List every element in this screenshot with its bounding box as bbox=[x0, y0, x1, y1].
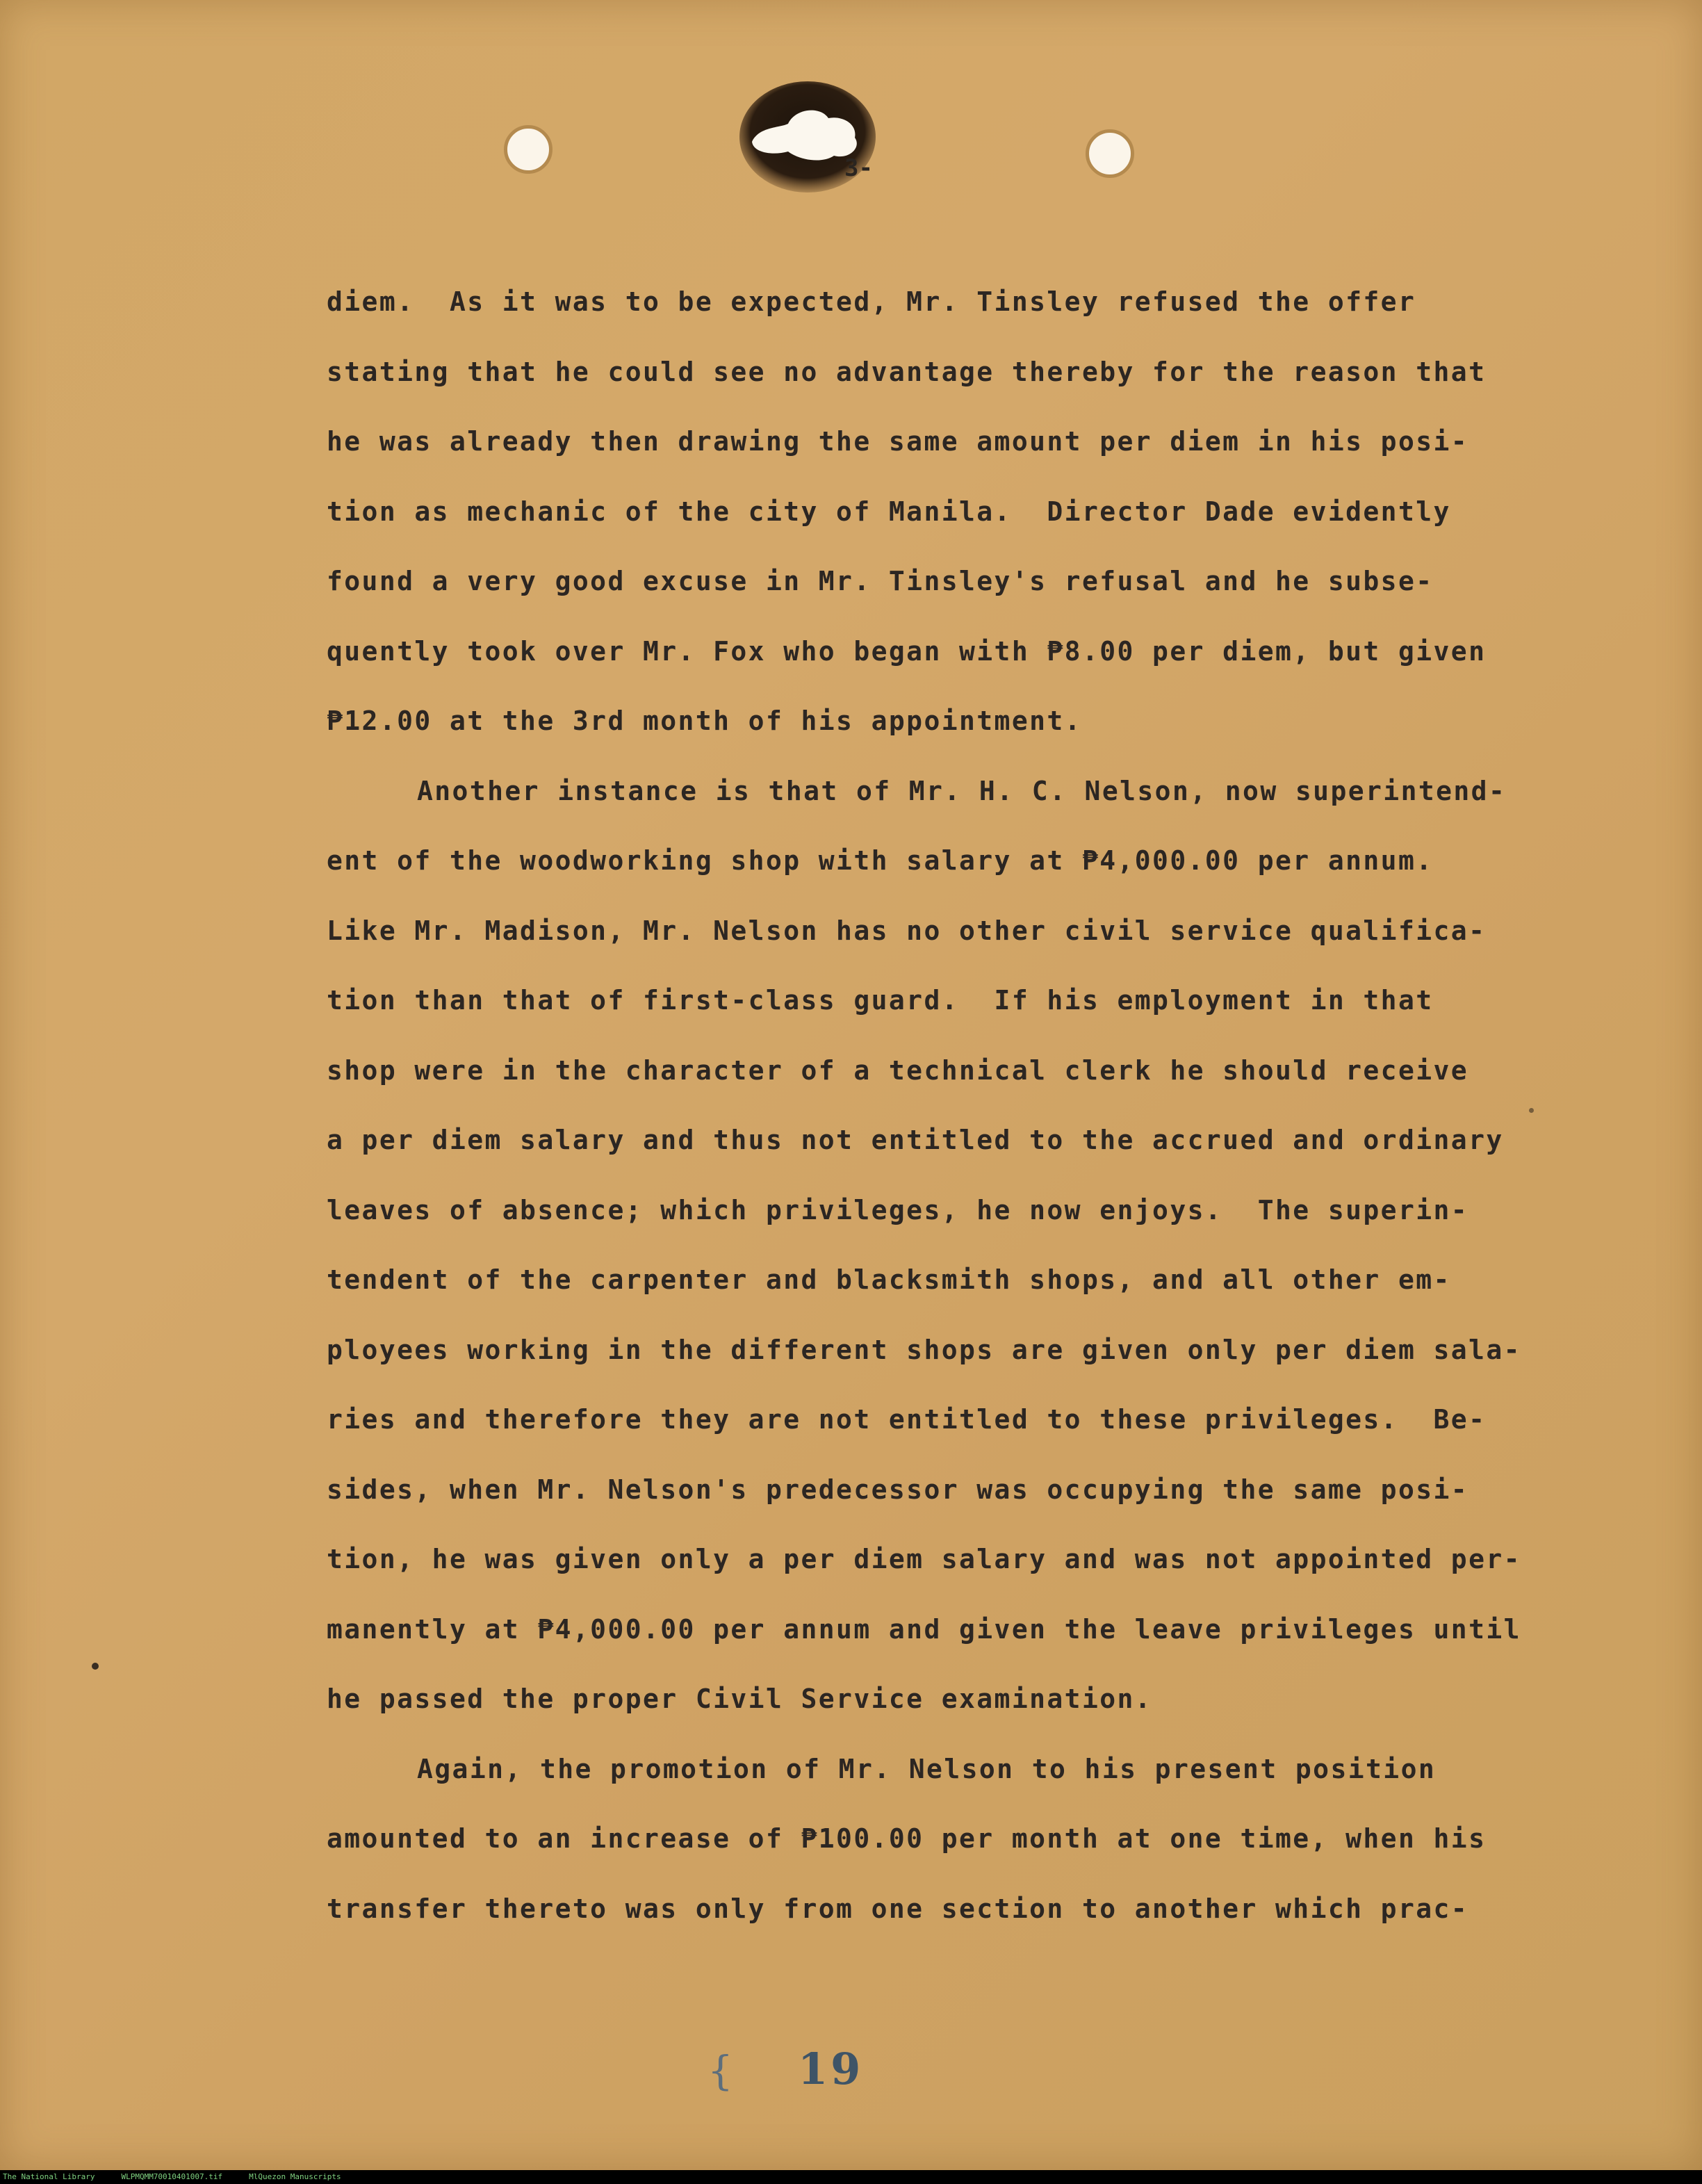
text-line: shop were in the character of a technical clerk he should receive bbox=[327, 1054, 1469, 1086]
punch-hole-right bbox=[1086, 129, 1134, 178]
text-line: stating that he could see no advantage thereby for the reason that bbox=[327, 356, 1487, 387]
text-line: quently took over Mr. Fox who began with ₱8.00 per diem, but given bbox=[327, 635, 1487, 667]
text-line: tion as mechanic of the city of Manila. Director Dade evidently bbox=[327, 496, 1451, 527]
footer-file: WLPMQMM70010401007.tif bbox=[121, 2172, 223, 2181]
text-line: found a very good excuse in Mr. Tinsley's refusal and he subse- bbox=[327, 566, 1434, 596]
text-line: ent of the woodworking shop with salary at ₱4,000.00 per annum. bbox=[327, 845, 1434, 876]
text-line: Another instance is that of Mr. H. C. Nelson, now superintend- bbox=[417, 775, 1507, 806]
text-line: he was already then drawing the same amount per diem in his posi- bbox=[327, 426, 1469, 457]
text-line: tion than that of first-class guard. If his employment in that bbox=[327, 985, 1434, 1016]
footer-library: The National Library bbox=[3, 2172, 95, 2181]
page-number-mark: { bbox=[707, 2047, 733, 2094]
text-line: ₱12.00 at the 3rd month of his appointment. bbox=[327, 706, 1082, 736]
text-line: amounted to an increase of ₱100.00 per month at one time, when his bbox=[327, 1823, 1487, 1854]
text-line: tendent of the carpenter and blacksmith shops, and all other em- bbox=[327, 1264, 1451, 1295]
text-line: tion, he was given only a per diem salary and was not appointed per- bbox=[327, 1544, 1521, 1574]
ink-speck bbox=[1529, 1108, 1534, 1113]
scan-footer-bar bbox=[0, 2170, 1702, 2184]
page-mark: 3- bbox=[844, 154, 873, 182]
punch-hole-left bbox=[504, 125, 553, 174]
text-line: leaves of absence; which privileges, he now enjoys. The superin- bbox=[327, 1194, 1469, 1225]
ink-speck bbox=[92, 1663, 99, 1670]
typed-text-body bbox=[327, 281, 1578, 1957]
text-line: a per diem salary and thus not entitled to the accrued and ordinary bbox=[327, 1125, 1504, 1155]
text-line: transfer thereto was only from one section to another which prac- bbox=[327, 1893, 1469, 1924]
text-line: sides, when Mr. Nelson's predecessor was occupying the same posi- bbox=[327, 1474, 1469, 1505]
text-line: Like Mr. Madison, Mr. Nelson has no other civil service qualifica- bbox=[327, 915, 1487, 946]
footer-collection: MlQuezon Manuscripts bbox=[249, 2172, 341, 2181]
text-line: Again, the promotion of Mr. Nelson to his present position bbox=[417, 1753, 1437, 1784]
text-line: diem. As it was to be expected, Mr. Tinsley refused the offer bbox=[327, 286, 1416, 317]
text-line: he passed the proper Civil Service examination. bbox=[327, 1684, 1153, 1714]
text-line: ployees working in the different shops are given only per diem sala- bbox=[327, 1334, 1521, 1365]
page-number: 19 bbox=[798, 2044, 864, 2094]
text-line: ries and therefore they are not entitled to these privileges. Be- bbox=[327, 1404, 1487, 1435]
text-line: manently at ₱4,000.00 per annum and given the leave privileges until bbox=[327, 1613, 1521, 1645]
